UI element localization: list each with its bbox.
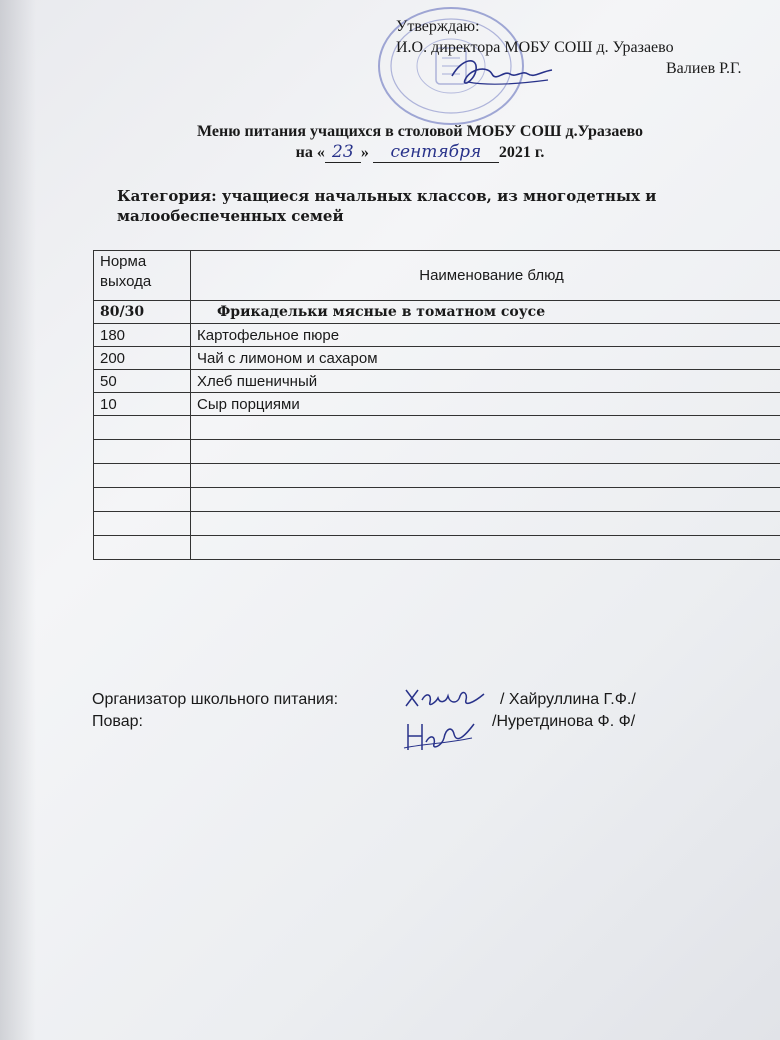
table-row [94,347,780,370]
cook-label: Повар: [92,713,143,730]
row-qty: 200 [94,347,191,370]
header-name: Наименование блюд [191,251,780,301]
row-qty [94,488,191,512]
row-qty: 10 [94,393,191,416]
table-row [94,324,780,347]
date-mid: » [360,144,373,161]
row-name: Картофельное пюре [191,324,780,347]
row-name: Хлеб пшеничный [191,370,780,393]
menu-table [93,250,780,560]
approve-label: Утверждаю: [396,18,480,35]
date-day: 23 [325,142,361,163]
row-qty [94,464,191,488]
row-qty [94,416,191,440]
row-qty: 80/30 [94,301,191,324]
row-name [191,464,780,488]
table-row-empty [94,416,780,440]
row-name [191,512,780,536]
row-qty [94,536,191,560]
menu-date [60,142,780,163]
table-row [94,301,780,324]
row-name [191,488,780,512]
row-name: Сыр порциями [191,393,780,416]
director-title: И.О. директора МОБУ СОШ д. Уразаево [396,39,674,56]
row-name: Чай с лимоном и сахаром [191,347,780,370]
header-qty: Норма выхода [94,251,191,301]
page-shadow [0,0,36,1040]
date-prefix: на « [295,144,325,161]
row-name [191,440,780,464]
table-row-empty [94,536,780,560]
table-row [94,393,780,416]
menu-title: Меню питания учащихся в столовой МОБУ СОШ д.Уразаево [197,123,643,140]
organizer-signature [402,682,488,712]
table-row-empty [94,488,780,512]
table-row-empty [94,440,780,464]
date-month: сентября [373,142,499,163]
table-row-empty [94,512,780,536]
row-name: Фрикадельки мясные в томатном соусе [191,301,780,324]
cook-name: /Нуретдинова Ф. Ф/ [492,713,636,730]
organizer-name: / Хайруллина Г.Ф./ [500,691,636,708]
cook-signature [402,714,478,758]
date-suffix: 2021 г. [498,144,545,161]
director-name: Валиев Р.Г. [666,60,742,77]
row-qty: 50 [94,370,191,393]
organizer-label: Организатор школьного питания: [92,691,339,708]
row-name [191,416,780,440]
director-signature [448,52,558,96]
table-row [94,370,780,393]
row-name [191,536,780,560]
row-qty: 180 [94,324,191,347]
table-row-empty [94,464,780,488]
row-qty [94,512,191,536]
table-header-row [94,251,780,301]
row-qty [94,440,191,464]
category-text: Категория: учащиеся начальных классов, из многодетных и малообеспеченных семей [117,187,657,225]
